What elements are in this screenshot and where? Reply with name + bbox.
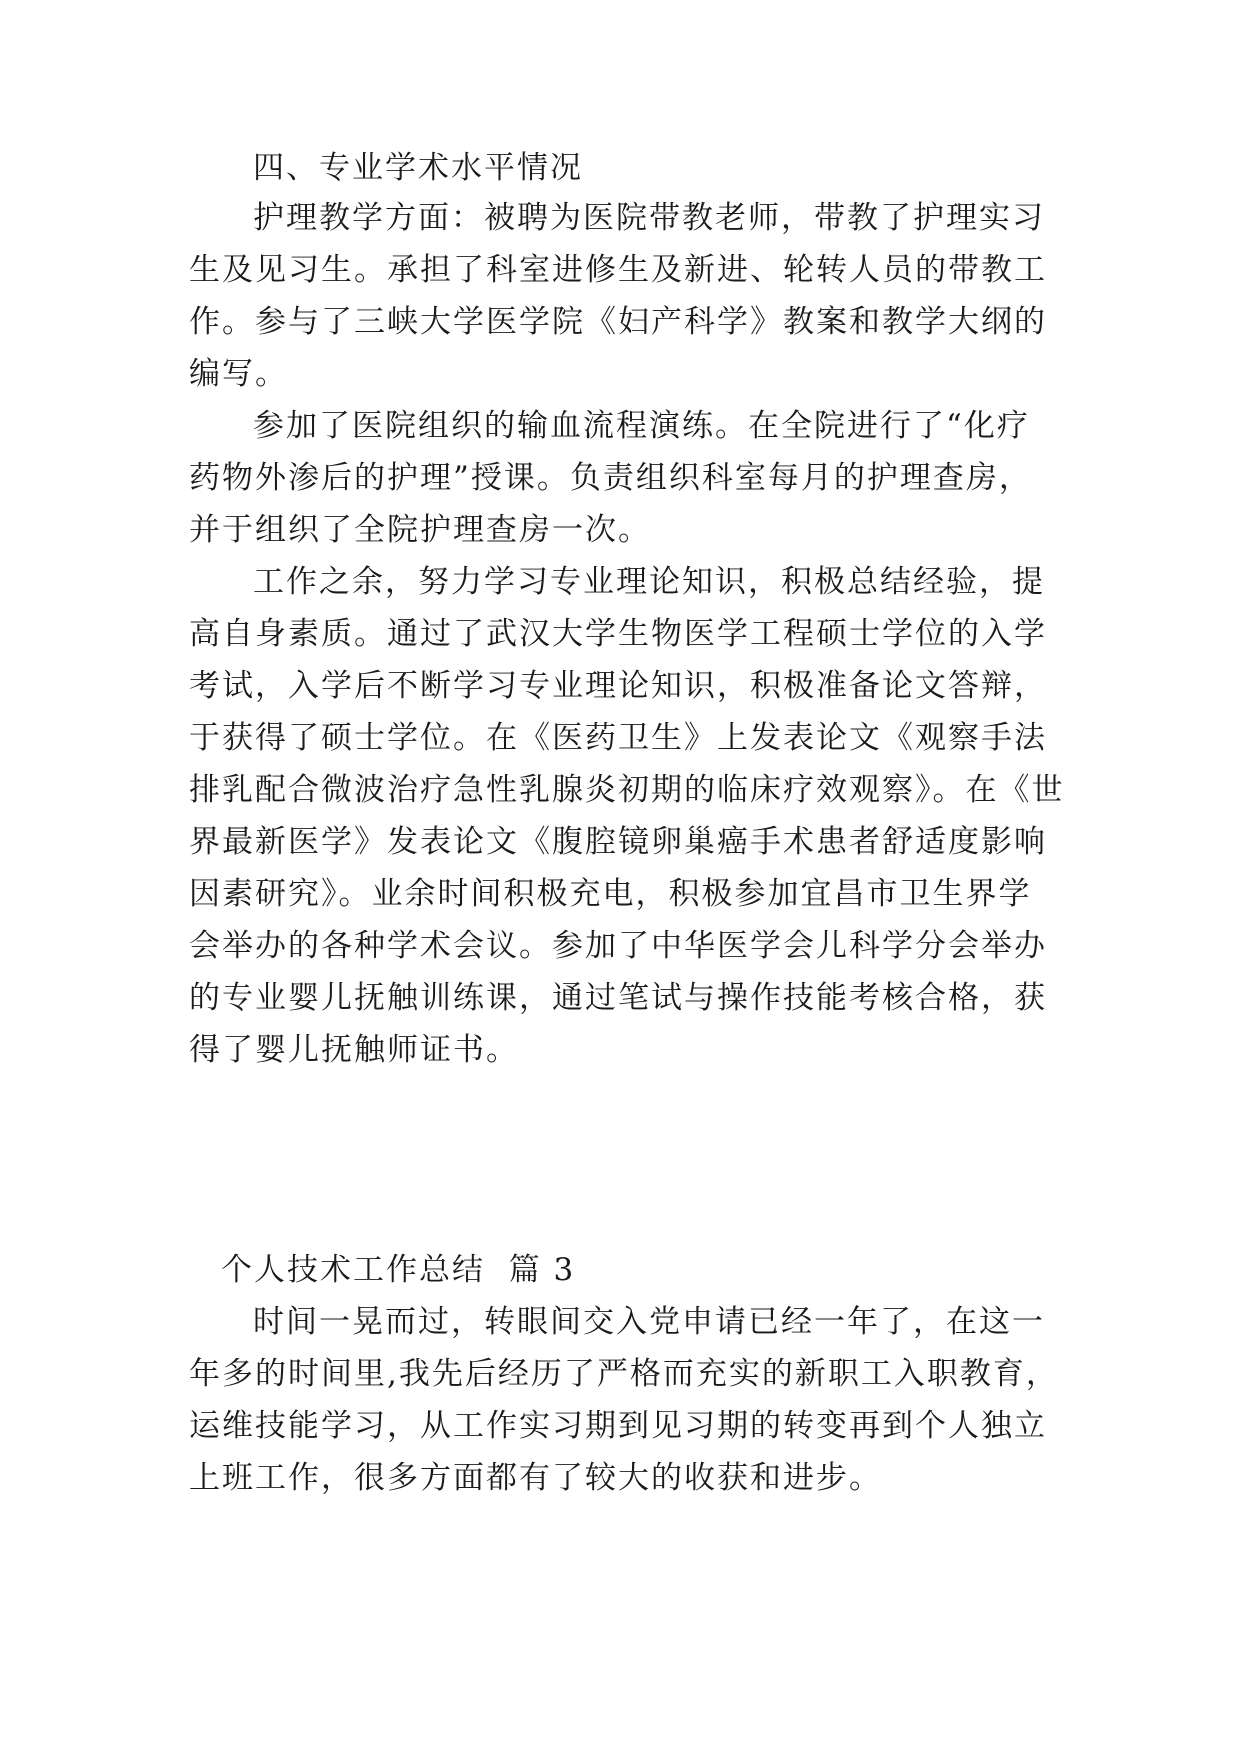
paragraph-article xyxy=(189,1296,1059,1504)
text-line: 的专业婴儿抚触训练课，通过笔试与操作技能考核合格，获 xyxy=(189,980,1047,1016)
text-line: 参加了医院组织的输血流程演练。在全院进行了“化疗 xyxy=(253,408,1030,444)
text-line: 考试，入学后不断学习专业理论知识，积极准备论文答辩， xyxy=(189,668,1047,704)
text-line: 时间一晃而过，转眼间交入党申请已经一年了，在这一 xyxy=(253,1304,1045,1340)
text-line: 药物外渗后的护理”授课。负责组织科室每月的护理查房， xyxy=(189,460,1032,496)
text-line: 护理教学方面：被聘为医院带教老师，带教了护理实习 xyxy=(253,200,1045,236)
text-line: 上班工作，很多方面都有了较大的收获和进步。 xyxy=(189,1460,882,1496)
section-heading: 四、专业学术水平情况 xyxy=(253,150,583,186)
text-line: 于获得了硕士学位。在《医药卫生》上发表论文《观察手法 xyxy=(189,720,1047,756)
text-line: 作。参与了三峡大学医学院《妇产科学》教案和教学大纲的 xyxy=(189,304,1047,340)
article-title: 个人技术工作总结 篇 3 xyxy=(221,1252,576,1288)
text-line: 运维技能学习，从工作实习期到见习期的转变再到个人独立 xyxy=(189,1408,1047,1444)
text-line: 生及见习生。承担了科室进修生及新进、轮转人员的带教工 xyxy=(189,252,1047,288)
text-line: 工作之余，努力学习专业理论知识，积极总结经验，提 xyxy=(253,564,1045,600)
paragraph-study xyxy=(189,556,1065,1076)
text-line: 排乳配合微波治疗急性乳腺炎初期的临床疗效观察》。在《世 xyxy=(189,772,1065,808)
text-line: 高自身素质。通过了武汉大学生物医学工程硕士学位的入学 xyxy=(189,616,1047,652)
text-line: 并于组织了全院护理查房一次。 xyxy=(189,512,651,548)
text-line: 因素研究》。业余时间积极充电，积极参加宜昌市卫生界学 xyxy=(189,876,1032,912)
text-line: 会举办的各种学术会议。参加了中华医学会儿科学分会举办 xyxy=(189,928,1047,964)
text-line: 年多的时间里,我先后经历了严格而充实的新职工入职教育， xyxy=(189,1356,1059,1392)
text-line: 得了婴儿抚触师证书。 xyxy=(189,1032,519,1068)
text-line: 界最新医学》发表论文《腹腔镜卵巢癌手术患者舒适度影响 xyxy=(189,824,1047,860)
text-line: 编写。 xyxy=(189,356,288,392)
paragraph-teaching xyxy=(189,192,1059,400)
paragraph-training xyxy=(189,400,1059,556)
